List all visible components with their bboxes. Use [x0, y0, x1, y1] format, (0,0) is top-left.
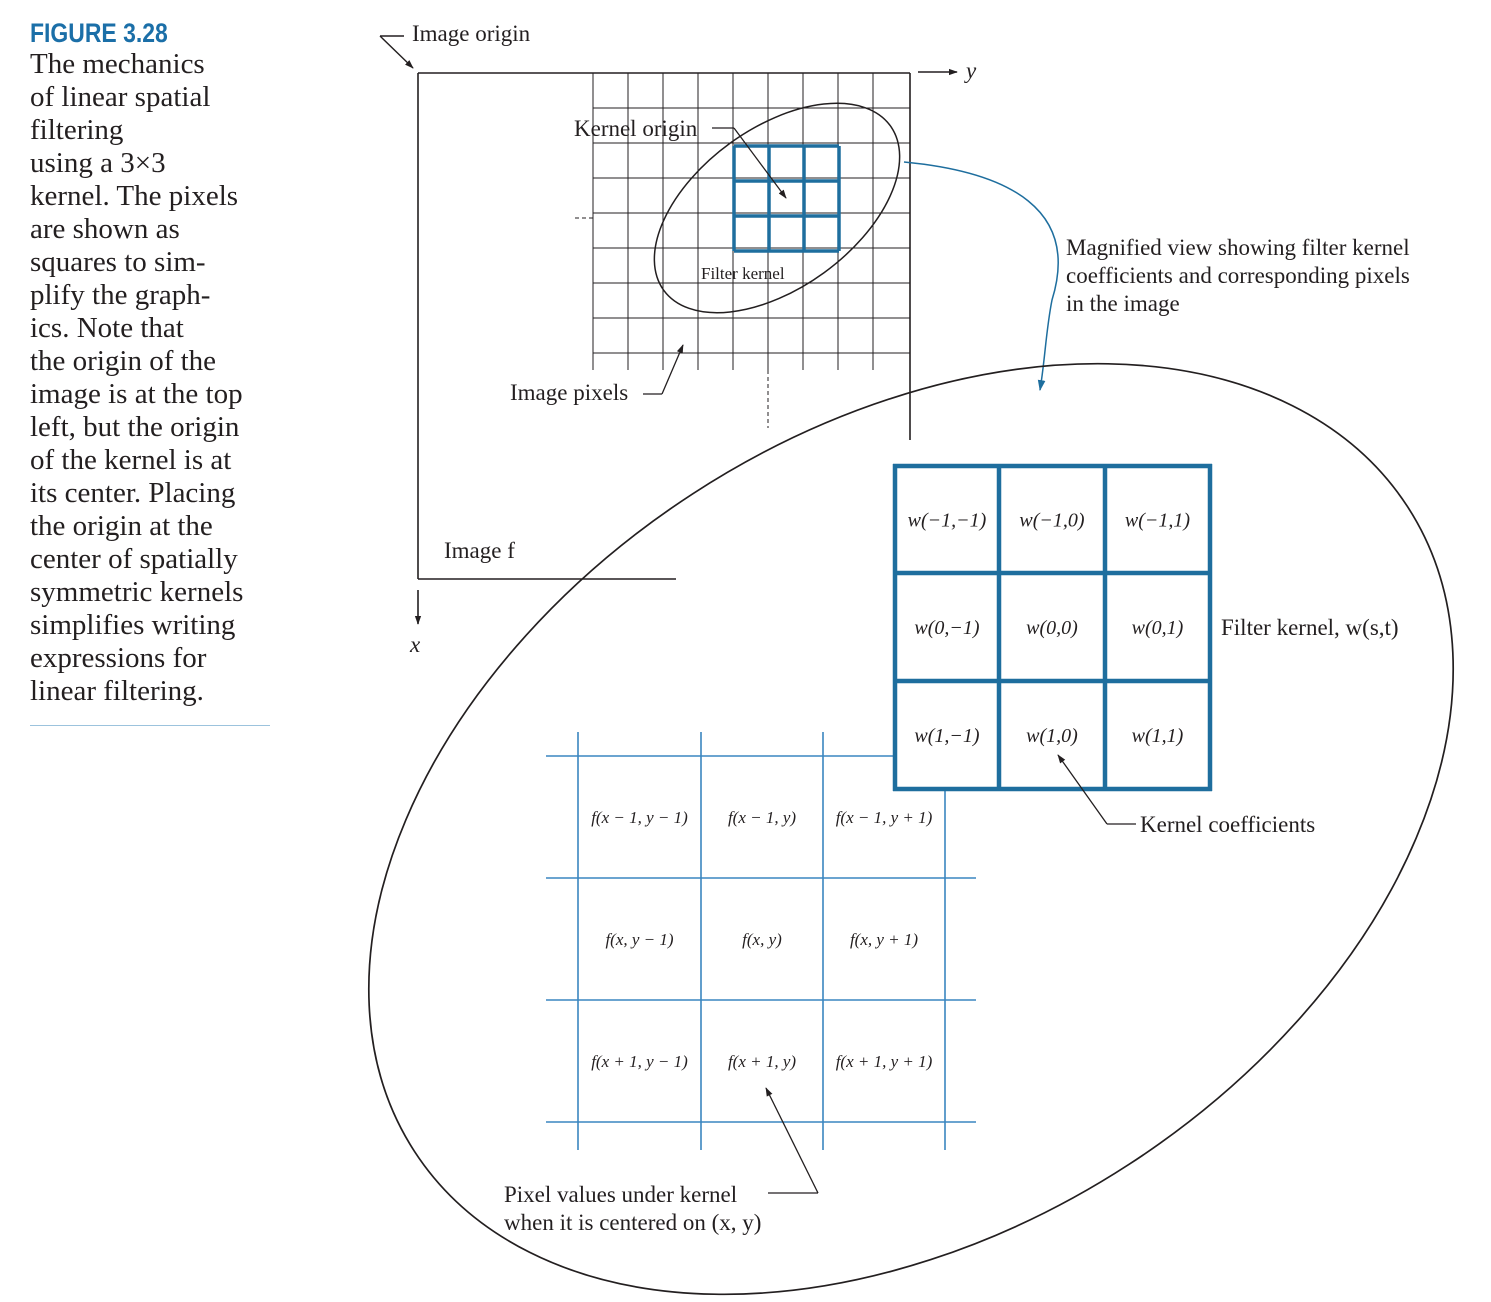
kernel-coefficient-cell: w(1,−1) — [914, 725, 980, 747]
caption-line: expressions for — [30, 642, 207, 674]
caption-line: center of spatially — [30, 543, 238, 575]
caption-line: The mechanics — [30, 48, 205, 80]
caption-line: squares to sim- — [30, 246, 206, 278]
magnified-view-line: Magnified view showing filter kernel — [1066, 235, 1410, 260]
image-pixels-arrow — [662, 345, 683, 394]
caption-line: kernel. The pixels — [30, 180, 239, 212]
kernel-coefficient-cell: w(−1,1) — [1124, 509, 1191, 532]
kernel-coefficient-cell: w(−1,−1) — [907, 509, 987, 532]
kernel-highlight-ellipse — [617, 61, 938, 355]
kernel-coefficient-cell: w(1,1) — [1131, 725, 1184, 747]
pixel-value-cell: f(x − 1, y + 1) — [835, 808, 933, 827]
pixel-value-cell: f(x, y) — [742, 930, 782, 949]
caption-line: are shown as — [30, 213, 180, 245]
pixel-value-cell: f(x − 1, y − 1) — [591, 808, 688, 827]
filter-kernel-small-label: Filter kernel — [701, 264, 785, 283]
caption-line: its center. Placing — [30, 477, 236, 509]
pixel-value-cell: f(x + 1, y + 1) — [835, 1052, 933, 1071]
caption-line: the origin at the — [30, 510, 213, 542]
caption-line: the origin of the — [30, 345, 217, 377]
magnified-view-line: coefficients and corresponding pixels — [1066, 263, 1410, 288]
caption-line: ics. Note that — [30, 312, 184, 344]
caption-line: plify the graph- — [30, 279, 211, 311]
image-origin-label: Image origin — [412, 21, 531, 46]
kernel-coefficient-cell: w(0,−1) — [914, 617, 980, 639]
figure-label: FIGURE 3.28 — [30, 18, 168, 48]
image-origin-arrow — [380, 36, 413, 68]
caption-line: of linear spatial — [30, 81, 211, 113]
magnify-connector-arrow — [904, 162, 1058, 390]
magnified-view-line: in the image — [1066, 291, 1180, 316]
kernel-origin-label: Kernel origin — [574, 116, 698, 141]
pixel-value-cell: f(x, y − 1) — [605, 930, 674, 949]
small-filter-kernel — [734, 146, 839, 251]
pixel-values-line: Pixel values under kernel — [504, 1182, 738, 1207]
pixel-value-cell: f(x − 1, y) — [727, 808, 797, 827]
pixel-value-cell: f(x + 1, y − 1) — [591, 1052, 688, 1071]
caption-line: simplifies writing — [30, 609, 236, 641]
kernel-coefficient-cell: w(0,1) — [1131, 617, 1184, 639]
kernel-coefficient-cell: w(−1,0) — [1019, 509, 1085, 532]
kernel-origin-arrow — [734, 128, 786, 198]
image-frame — [418, 73, 910, 579]
pixel-value-cell: f(x + 1, y) — [727, 1052, 797, 1071]
y-axis-label: y — [966, 58, 977, 83]
caption-line: of the kernel is at — [30, 444, 232, 476]
kernel-coefficient-cell: w(0,0) — [1026, 617, 1078, 639]
kernel-coefficients-label: Kernel coefficients — [1140, 812, 1316, 837]
pixel-values-grid — [546, 732, 976, 1150]
x-axis-label: x — [410, 632, 421, 657]
kernel-coefficient-cell: w(1,0) — [1026, 725, 1078, 747]
caption-line: symmetric kernels — [30, 576, 244, 608]
caption-line: left, but the origin — [30, 411, 240, 443]
caption-line: linear filtering. — [30, 675, 204, 707]
image-f-label: Image f — [444, 538, 515, 563]
filter-kernel-w-label: Filter kernel, w(s,t) — [1221, 615, 1399, 640]
caption-line: using a 3×3 — [30, 147, 166, 179]
pixel-value-cell: f(x, y + 1) — [849, 930, 919, 949]
magnified-view-ellipse — [197, 171, 1491, 1302]
caption-line: image is at the top — [30, 378, 243, 410]
filter-kernel-grid — [893, 464, 1212, 791]
caption-line: filtering — [30, 114, 124, 146]
pixel-values-line: when it is centered on (x, y) — [504, 1210, 762, 1235]
image-pixels-label: Image pixels — [510, 380, 629, 405]
pixel-values-arrow — [766, 1088, 818, 1193]
